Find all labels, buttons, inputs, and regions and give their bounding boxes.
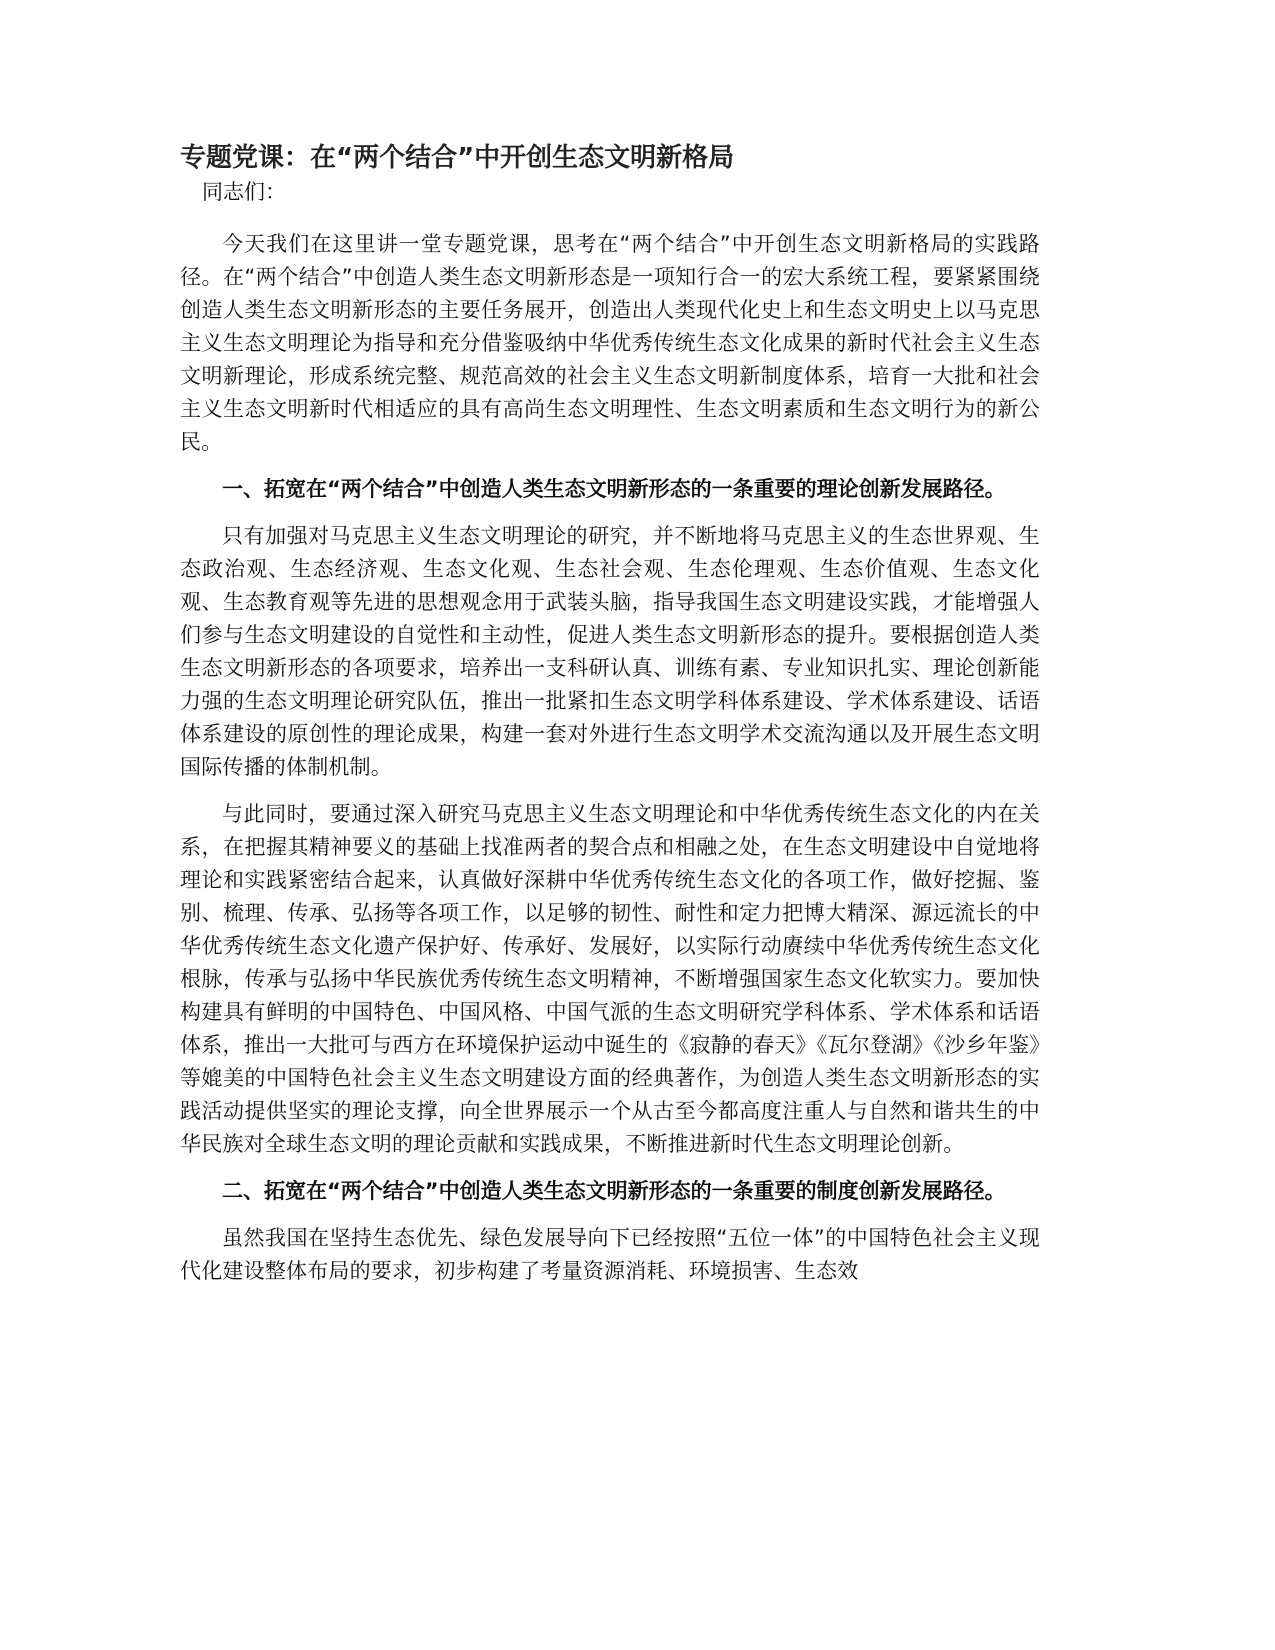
document-page [180,140,1040,1302]
intro-paragraph: 今天我们在这里讲一堂专题党课，思考在“两个结合”中开创生态文明新格局的实践路径。在“两个结合”中创造人类生态文明新形态是一项知行合一的宏大系统工程，要紧紧围绕创造人类生态文明新形态的主要任务展开，创造出人类现代化史上和生态文明史上以马克思主义生态文明理论为指导和充分借鉴吸纳中华优秀传统生态文化成果的新时代社会主义生态文明新理论，形成系统完整、规范高效的社会主义生态文明新制度体系，培育一大批和社会主义生态文明新时代相适应的具有高尚生态文明理性、生态文明素质和生态文明行为的新公民。 [180,232,1040,454]
section-heading-1: 一、拓宽在“两个结合”中创造人类生态文明新形态的一条重要的理论创新发展路径。 [222,477,1006,501]
salutation: 同志们： [202,180,286,204]
section-heading-2: 二、拓宽在“两个结合”中创造人类生态文明新形态的一条重要的制度创新发展路径。 [222,1179,1006,1203]
section2-paragraph-1: 虽然我国在坚持生态优先、绿色发展导向下已经按照“五位一体”的中国特色社会主义现代化建设整体布局的要求，初步构建了考量资源消耗、环境损害、生态效 [180,1226,1040,1283]
document-title: 专题党课：在“两个结合”中开创生态文明新格局 [180,143,735,173]
section1-paragraph-2: 与此同时，要通过深入研究马克思主义生态文明理论和中华优秀传统生态文化的内在关系，在把握其精神要义的基础上找准两者的契合点和相融之处，在生态文明建设中自觉地将理论和实践紧密结合起来，认真做好深耕中华优秀传统生态文化的各项工作，做好挖掘、鉴别、梳理、传承、弘扬等各项工作，以足够的韧性、耐性和定力把博大精深、源远流长的中华优秀传统生态文化遗产保护好、传承好、发展好，以实际行动赓续中华优秀传统生态文化根脉，传承与弘扬中华民族优秀传统生态文明精神，不断增强国家生态文化软实力。要加快构建具有鲜明的中国特色、中国风格、中国气派的生态文明研究学科体系、学术体系和话语体系，推出一大批可与西方在环境保护运动中诞生的《寂静的春天》《瓦尔登湖》《沙乡年鉴》等媲美的中国特色社会主义生态文明建设方面的经典著作，为创造人类生态文明新形态的实践活动提供坚实的理论支撑，向全世界展示一个从古至今都高度注重人与自然和谐共生的中华民族对全球生态文明的理论贡献和实践成果，不断推进新时代生态文明理论创新。 [180,802,1040,1156]
section1-paragraph-1: 只有加强对马克思主义生态文明理论的研究，并不断地将马克思主义的生态世界观、生态政治观、生态经济观、生态文化观、生态社会观、生态伦理观、生态价值观、生态文化观、生态教育观等先进的思想观念用于武装头脑，指导我国生态文明建设实践，才能增强人们参与生态文明建设的自觉性和主动性，促进人类生态文明新形态的提升。要根据创造人类生态文明新形态的各项要求，培养出一支科研认真、训练有素、专业知识扎实、理论创新能力强的生态文明理论研究队伍，推出一批紧扣生态文明学科体系建设、学术体系建设、话语体系建设的原创性的理论成果，构建一套对外进行生态文明学术交流沟通以及开展生态文明国际传播的体制机制。 [180,524,1040,779]
